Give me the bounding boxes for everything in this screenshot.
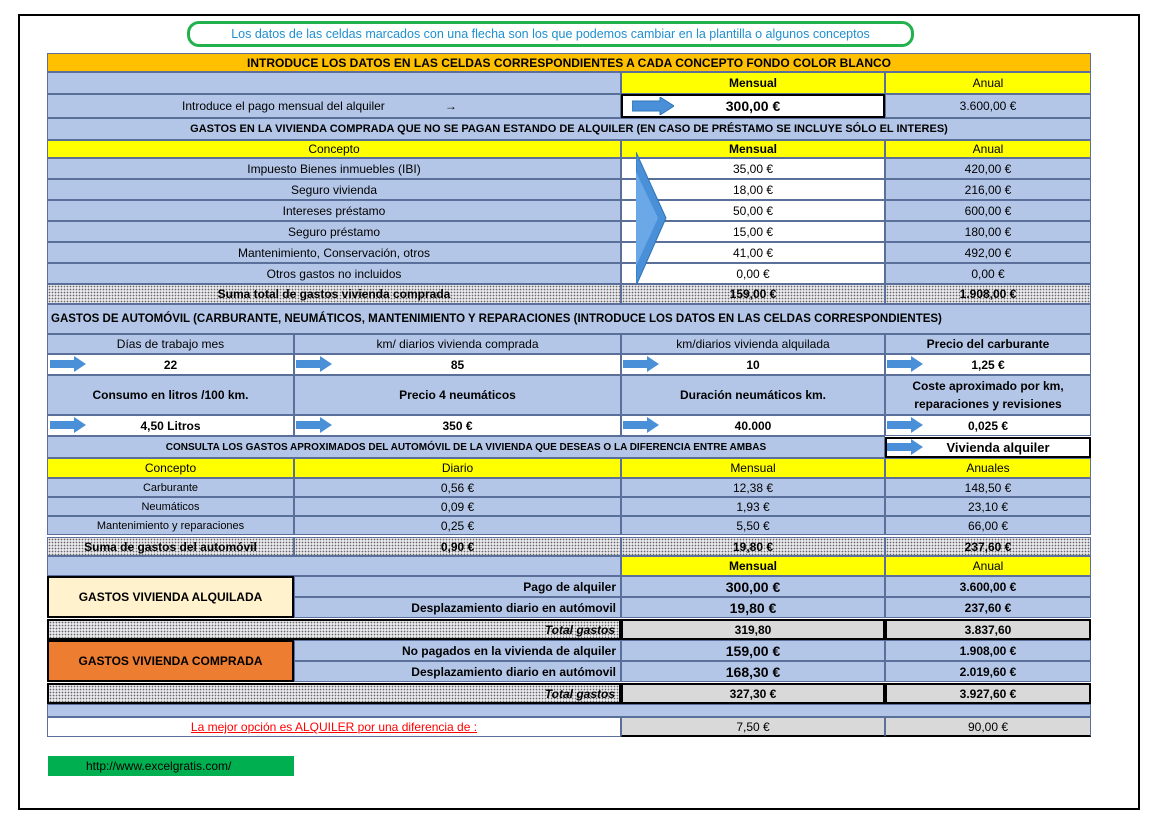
housing-row-label: Otros gastos no incluidos (47, 263, 621, 284)
arrow-icon (50, 356, 86, 372)
rented-r2-mensual: 19,80 € (621, 597, 885, 618)
housing-row-anual: 180,00 € (885, 221, 1091, 242)
bought-total-mensual: 327,30 € (621, 683, 885, 704)
car-row-mensual: 5,50 € (621, 516, 885, 535)
housing-concept-header: Concepto (47, 140, 621, 158)
arrow-icon (296, 417, 332, 433)
car-h1-3: Precio del carburante (885, 334, 1091, 354)
car-row-diario: 0,09 € (294, 497, 621, 516)
arrow-icon (623, 356, 659, 372)
housing-row-input[interactable]: 15,00 € (621, 221, 885, 242)
housing-row-label: Seguro vivienda (47, 179, 621, 200)
bought-total-anual: 3.927,60 € (885, 683, 1091, 704)
car-col-2: Mensual (621, 458, 885, 478)
bought-r1-mensual: 159,00 € (621, 640, 885, 661)
housing-row-label: Impuesto Bienes inmuebles (IBI) (47, 158, 621, 179)
car-h1-1: km/ diarios vivienda comprada (294, 334, 621, 354)
housing-total-label: Suma total de gastos vivienda comprada (47, 284, 621, 304)
housing-row-anual: 216,00 € (885, 179, 1091, 200)
work-days-input[interactable]: 22 (47, 354, 294, 375)
housing-title: GASTOS EN LA VIVIENDA COMPRADA QUE NO SE PAGAN ESTANDO DE ALQUILER (EN CASO DE PRÉSTAMO SE INCLUYE SÓLO EL INTERES) (47, 118, 1091, 140)
fuel-price-input[interactable]: 1,25 € (885, 354, 1091, 375)
cost-per-km-label-2: reparaciones y revisiones (914, 397, 1062, 411)
car-total-anual: 237,60 € (885, 537, 1091, 556)
rented-r1-label: Pago de alquiler (294, 576, 621, 597)
vehicle-selector[interactable]: Vivienda alquiler (885, 437, 1091, 458)
best-option-label: La mejor opción es ALQUILER por una diferencia de : (190, 720, 478, 734)
car-h1-0: Días de trabajo mes (47, 334, 294, 354)
summary-mensual-header: Mensual (621, 556, 885, 576)
car-total-mensual: 19,80 € (621, 537, 885, 556)
car-total-diario: 0,90 € (294, 537, 621, 556)
arrow-icon (623, 417, 659, 433)
rent-label: Introduce el pago mensual del alquiler (182, 99, 385, 113)
housing-row-label: Seguro préstamo (47, 221, 621, 242)
tyre-duration-input[interactable]: 40.000 (621, 415, 885, 436)
car-row-label: Mantenimiento y reparaciones (47, 516, 294, 535)
instruction-note: Los datos de las celdas marcados con una flecha son los que podemos cambiar en la plantilla o algunos conceptos (187, 21, 914, 47)
rented-r1-anual: 3.600,00 € (885, 576, 1091, 597)
car-col-0: Concepto (47, 458, 294, 478)
bought-block-label: GASTOS VIVIENDA COMPRADA (47, 640, 294, 682)
housing-row-anual: 600,00 € (885, 200, 1091, 221)
car-h1-2: km/diarios vivienda alquilada (621, 334, 885, 354)
car-total-label: Suma de gastos del automóvil (47, 537, 294, 556)
bought-r2-mensual: 168,30 € (621, 661, 885, 682)
col-anual: Anual (885, 72, 1091, 94)
consumption-input[interactable]: 4,50 Litros (47, 415, 294, 436)
cost-per-km-input[interactable]: 0,025 € (885, 415, 1091, 436)
housing-row-anual: 420,00 € (885, 158, 1091, 179)
spacer (47, 72, 621, 94)
car-row-label: Neumáticos (47, 497, 294, 516)
car-row-diario: 0,25 € (294, 516, 621, 535)
car-row-anual: 148,50 € (885, 478, 1091, 497)
best-option-cell (47, 717, 621, 737)
km-rented-input[interactable]: 10 (621, 354, 885, 375)
car-h2-1: Precio 4 neumáticos (294, 375, 621, 415)
arrow-icon (50, 417, 86, 433)
car-row-diario: 0,56 € (294, 478, 621, 497)
rented-r2-label: Desplazamiento diario en autómovil (294, 597, 621, 618)
consult-label: CONSULTA LOS GASTOS APROXIMADOS DEL AUTOMÓVIL DE LA VIVIENDA QUE DESEAS O LA DIFERENCIA ENTRE AMBAS (47, 436, 885, 458)
car-col-1: Diario (294, 458, 621, 478)
housing-mensual-header: Mensual (621, 140, 885, 158)
housing-row-anual: 492,00 € (885, 242, 1091, 263)
website-link[interactable]: http://www.excelgratis.com/ (48, 756, 294, 776)
housing-row-input[interactable]: 35,00 € (621, 158, 885, 179)
bought-r1-anual: 1.908,00 € (885, 640, 1091, 661)
summary-anual-header: Anual (885, 556, 1091, 576)
housing-row-input[interactable]: 50,00 € (621, 200, 885, 221)
housing-total-mensual: 159,00 € (621, 284, 885, 304)
rented-block-label: GASTOS VIVIENDA ALQUILADA (47, 576, 294, 618)
rented-total-anual: 3.837,60 (885, 619, 1091, 640)
main-header: INTRODUCE LOS DATOS EN LAS CELDAS CORRESPONDIENTES A CADA CONCEPTO FONDO COLOR BLANCO (47, 53, 1091, 72)
car-h2-3 (885, 375, 1091, 415)
col-mensual: Mensual (621, 72, 885, 94)
rent-input[interactable]: 300,00 € (621, 94, 885, 118)
bought-r2-label: Desplazamiento diario en autómovil (294, 661, 621, 682)
rent-label-cell (47, 94, 621, 118)
big-down-arrow-icon (636, 152, 670, 286)
car-row-mensual: 1,93 € (621, 497, 885, 516)
best-anual: 90,00 € (885, 717, 1091, 737)
rented-r2-anual: 237,60 € (885, 597, 1091, 618)
arrow-icon (887, 356, 923, 372)
best-mensual: 7,50 € (621, 717, 885, 737)
summary-bottom-spacer (47, 704, 1091, 717)
arrow-icon (887, 439, 923, 455)
housing-row-label: Intereses préstamo (47, 200, 621, 221)
car-title: GASTOS DE AUTOMÓVIL (CARBURANTE, NEUMÁTICOS, MANTENIMIENTO Y REPARACIONES (INTRODUCE LOS DATOS EN LAS CELDAS CORRESPONDIENTES) (47, 304, 1091, 334)
bought-r2-anual: 2.019,60 € (885, 661, 1091, 682)
housing-row-input[interactable]: 0,00 € (621, 263, 885, 284)
arrow-icon (887, 417, 923, 433)
housing-row-label: Mantenimiento, Conservación, otros (47, 242, 621, 263)
car-h2-0: Consumo en litros /100 km. (47, 375, 294, 415)
rented-total-mensual: 319,80 (621, 619, 885, 640)
car-row-anual: 66,00 € (885, 516, 1091, 535)
input-arrow-icon (632, 97, 674, 115)
km-bought-input[interactable]: 85 (294, 354, 621, 375)
summary-spacer (47, 556, 621, 576)
tyre-price-input[interactable]: 350 € (294, 415, 621, 436)
cost-per-km-label-1: Coste aproximado por km, (912, 379, 1064, 393)
bought-r1-label: No pagados en la vivienda de alquiler (294, 640, 621, 661)
car-row-label: Carburante (47, 478, 294, 497)
housing-total-anual: 1.908,00 € (885, 284, 1091, 304)
car-col-3: Anuales (885, 458, 1091, 478)
rented-r1-mensual: 300,00 € (621, 576, 885, 597)
rented-total-label: Total gastos (47, 619, 621, 640)
right-arrow-icon: → (444, 99, 457, 113)
bought-total-label: Total gastos (47, 683, 621, 704)
arrow-icon (296, 356, 332, 372)
rent-annual: 3.600,00 € (885, 94, 1091, 118)
car-row-anual: 23,10 € (885, 497, 1091, 516)
car-row-mensual: 12,38 € (621, 478, 885, 497)
housing-anual-header: Anual (885, 140, 1091, 158)
housing-row-input[interactable]: 18,00 € (621, 179, 885, 200)
housing-row-input[interactable]: 41,00 € (621, 242, 885, 263)
car-h2-2: Duración neumáticos km. (621, 375, 885, 415)
housing-row-anual: 0,00 € (885, 263, 1091, 284)
